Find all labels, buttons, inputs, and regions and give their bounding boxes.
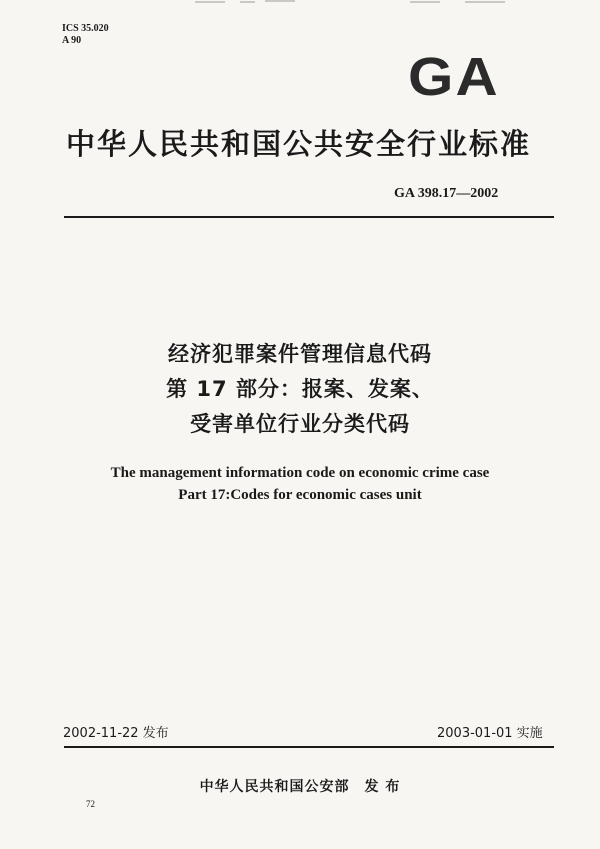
standard-title: 中华人民共和国公共安全行业标准: [66, 127, 532, 161]
footer-divider: [64, 746, 554, 748]
page-number: 72: [86, 799, 95, 809]
cn-title-line-3: 受害单位行业分类代码: [190, 412, 410, 436]
standard-number: GA 398.17—2002: [394, 186, 499, 201]
issue-date: 2002-11-22 发布: [63, 726, 169, 741]
cn-title-line-2: 第 17 部分：报案、发案、: [166, 377, 434, 401]
implementation-date: 2003-01-01 实施: [437, 726, 543, 741]
class-code: A 90: [62, 35, 82, 46]
document-title-cn: [0, 337, 600, 442]
ics-classification: [62, 23, 109, 47]
en-title-line-1: The management information code on economic crime case: [110, 465, 490, 481]
issuing-authority: 中华人民共和国公安部 发 布: [199, 779, 401, 795]
en-title-line-2: Part 17:Codes for economic cases unit: [178, 487, 422, 503]
ics-code: ICS 35.020: [62, 23, 109, 34]
scan-artifact-marks: [195, 0, 555, 8]
cn-title-line-1: 经济犯罪案件管理信息代码: [168, 342, 432, 366]
ga-logo: GA: [408, 47, 500, 107]
header-divider: [64, 216, 554, 218]
document-title-en: [0, 462, 600, 506]
